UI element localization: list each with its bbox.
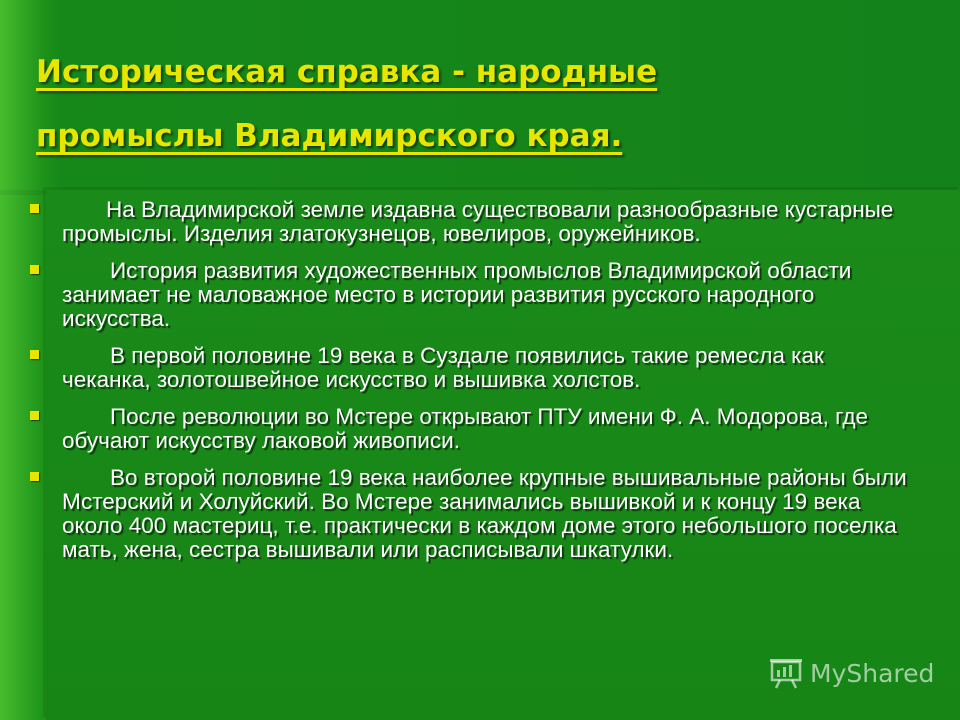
title-line-1: Историческая справка - народные	[36, 54, 658, 90]
square-bullet-icon	[30, 350, 39, 359]
bullet-text: В первой половине 19 века в Суздале появились такие ремесла как чеканка, золотошвейное искусство и вышивка холстов.	[62, 343, 824, 392]
bullet-text: На Владимирской земле издавна существовали разнообразные кустарные промыслы. Изделия златокузнецов, ювелиров, оружейников.	[62, 197, 894, 246]
bullet-list	[30, 198, 910, 575]
slide-title	[36, 40, 896, 168]
bullet-item-1	[30, 198, 910, 246]
bullet-item-3	[30, 344, 910, 392]
square-bullet-icon	[30, 472, 39, 481]
bullet-item-5	[30, 466, 910, 562]
bullet-text: История развития художественных промыслов Владимирской области занимает не маловажное место в истории развития русского народного искусства.	[62, 258, 852, 331]
bullet-text: Во второй половине 19 века наиболее крупные вышивальные районы были Мстерский и Холуйский. Во Мстере занимались вышивкой и к концу 19 века около 400 мастериц, т.е. практически в каждом доме этого небольшого поселка мать, жена, сестра вышивали или расписывали шкатулки.	[62, 465, 907, 562]
title-line-2: промыслы Владимирского края.	[36, 118, 623, 154]
bullet-item-2	[30, 259, 910, 331]
square-bullet-icon	[30, 204, 39, 213]
square-bullet-icon	[30, 411, 39, 420]
myshared-watermark	[768, 655, 934, 691]
presentation-board-icon	[768, 656, 804, 690]
bullet-text: После революции во Мстере открывают ПТУ имени Ф. А. Модорова, где обучают искусству лаковой живописи.	[62, 404, 869, 453]
bullet-item-4	[30, 405, 910, 453]
watermark-text: MyShared	[810, 658, 935, 688]
square-bullet-icon	[30, 265, 39, 274]
